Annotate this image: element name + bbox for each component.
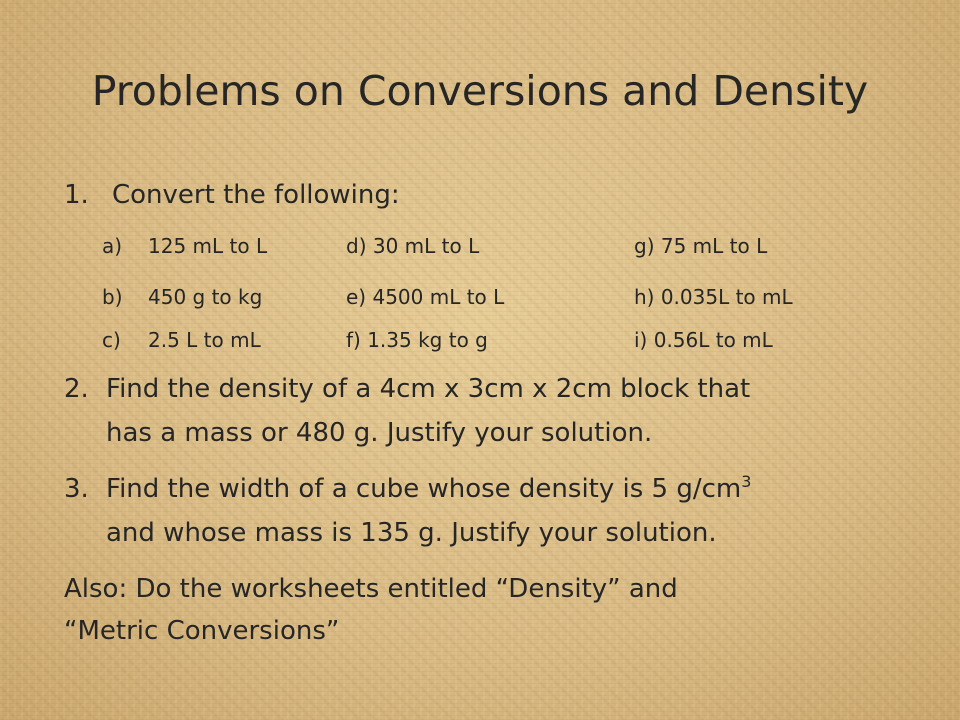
question-2-number: 2.: [64, 374, 89, 404]
conversion-c: 2.5 L to mL: [148, 328, 261, 352]
conversion-e: e) 4500 mL to L: [346, 285, 505, 309]
question-2-line-2: has a mass or 480 g. Justify your solution.: [106, 418, 653, 448]
conversion-h: h) 0.035L to mL: [634, 285, 793, 309]
conversion-i: i) 0.56L to mL: [634, 328, 773, 352]
conversion-g: g) 75 mL to L: [634, 234, 768, 258]
question-3-line-2: and whose mass is 135 g. Justify your solution.: [106, 518, 717, 548]
question-3-line-1: [106, 474, 751, 504]
cubed-superscript: 3: [741, 472, 752, 491]
slide-title: Problems on Conversions and Density: [91, 67, 869, 115]
conversion-c-label: c): [102, 328, 121, 352]
also-note-line-1: Also: Do the worksheets entitled “Density” and: [64, 574, 678, 604]
conversion-d: d) 30 mL to L: [346, 234, 480, 258]
conversion-b-label: b): [102, 285, 123, 309]
conversion-f: f) 1.35 kg to g: [346, 328, 488, 352]
question-3-number: 3.: [64, 474, 89, 504]
also-note-line-2: “Metric Conversions”: [64, 616, 340, 646]
question-1-number: 1.: [64, 180, 89, 210]
conversion-a: 125 mL to L: [148, 234, 268, 258]
question-2-line-1: Find the density of a 4cm x 3cm x 2cm block that: [106, 374, 751, 404]
conversion-a-label: a): [102, 234, 123, 258]
question-3-line-1-text: Find the width of a cube whose density is 5 g/cm: [106, 474, 742, 504]
conversion-b: 450 g to kg: [148, 285, 263, 309]
question-1-text: Convert the following:: [112, 180, 400, 210]
